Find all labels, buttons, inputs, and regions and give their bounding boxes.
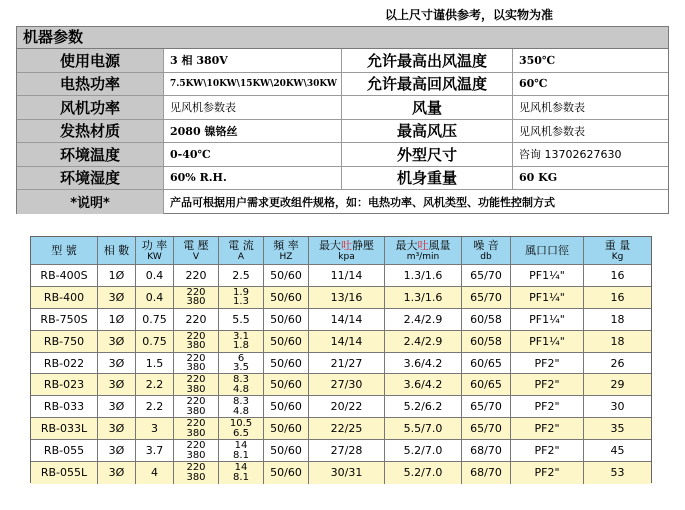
header-unit: A [237,251,245,262]
cell-current [219,374,264,395]
param-value: 0-40℃ [164,143,342,166]
cell-current [219,418,264,439]
cell-noise: 68/70 [462,440,511,461]
cell-voltage [174,396,219,417]
header-title [319,240,374,252]
param-remark-row [17,190,668,214]
cell-current-line: 1.3 [233,296,249,308]
param-label: 发热材质 [17,120,164,143]
header-title: 功 率 [141,238,168,252]
spec-row [31,374,651,396]
header-weight [584,237,651,264]
header-title-red: 吐 [341,238,352,252]
cell-weight: 26 [610,356,625,370]
cell-weight: 30 [610,400,625,414]
cell-pressure: 13/16 [309,287,385,308]
cell-current-line: 6.5 [233,427,249,439]
param-row [17,143,668,167]
header-unit: V [192,251,200,262]
cell-model: RB-750 [31,331,98,352]
param-value: 咨询 13702627630 [519,148,622,162]
cell-current-line: 5.5 [232,312,250,326]
spec-row [31,462,651,484]
header-unit: HZ [279,251,293,262]
cell-phase: 1Ø [98,265,136,286]
header-title-part: 静壓 [352,238,374,252]
header-title [396,240,451,252]
header-title: 頻 率 [273,238,299,252]
spec-row [31,265,651,287]
header-model [31,237,98,264]
header-title: 相 數 [103,243,130,257]
cell-power: 2.2 [136,374,174,395]
cell-phase: 1Ø [98,309,136,330]
spec-row [31,331,651,353]
cell-airflow: 5.2/7.0 [385,440,462,461]
cell-port-size: PF2" [511,462,584,484]
cell-current-line: 2.5 [232,268,250,282]
cell-power: 0.75 [136,309,174,330]
cell-noise: 60/65 [462,353,511,374]
cell-frequency: 50/60 [264,353,309,374]
cell-voltage-line: 220 [186,374,206,386]
cell-port-size: PF2" [511,440,584,461]
cell-current [219,331,264,352]
cell-weight: 16 [610,290,625,304]
cell-frequency: 50/60 [264,374,309,395]
cell-current-line: 10.5 [229,418,253,430]
header-unit: m³/min [406,251,440,262]
cell-voltage-line: 380 [186,405,206,417]
parameters-title: 机器参数 [17,27,668,49]
cell-pressure: 11/14 [309,265,385,286]
cell-port-size: PF2" [511,353,584,374]
cell-model: RB-750S [31,309,98,330]
cell-voltage-line: 220 [186,330,206,342]
cell-noise: 65/70 [462,287,511,308]
param-value: 见风机参数表 [519,101,585,115]
header-voltage [174,237,219,264]
cell-voltage-line: 380 [186,449,206,461]
cell-phase: 3Ø [98,462,136,484]
cell-voltage [174,418,219,439]
spec-row [31,396,651,418]
header-phase [98,237,136,264]
cell-frequency: 50/60 [264,396,309,417]
cell-current-line: 14 [234,462,248,474]
cell-airflow: 5.5/7.0 [385,418,462,439]
param-row [17,49,668,73]
cell-airflow: 3.6/4.2 [385,374,462,395]
cell-pressure: 27/30 [309,374,385,395]
cell-voltage-line: 220 [186,286,206,298]
cell-frequency: 50/60 [264,287,309,308]
cell-voltage-line: 220 [185,268,207,282]
header-title: 風口口徑 [525,243,569,257]
cell-noise: 65/70 [462,265,511,286]
cell-pressure: 22/25 [309,418,385,439]
cell-current-line: 3.1 [233,330,249,342]
cell-phase: 3Ø [98,374,136,395]
header-title: 噪 音 [473,238,499,252]
cell-current-line: 14 [234,440,248,452]
cell-airflow: 2.4/2.9 [385,309,462,330]
header-unit: Kg [611,251,624,262]
cell-model: RB-055L [31,462,98,484]
spec-header-row [31,237,651,265]
param-label: 使用电源 [17,49,164,72]
cell-port-size: PF1¼" [511,287,584,308]
cell-voltage [174,309,219,330]
cell-current [219,309,264,330]
cell-model: RB-055 [31,440,98,461]
header-power [136,237,174,264]
header-title: 型 號 [51,243,77,257]
cell-noise: 65/70 [462,396,511,417]
header-title-part: 最大 [395,238,418,252]
machine-parameters-table [16,26,669,214]
cell-voltage-line: 380 [186,383,206,395]
cell-airflow: 1.3/1.6 [385,265,462,286]
header-max-airflow [385,237,462,264]
header-port-size [511,237,584,264]
cell-weight: 18 [610,312,625,326]
cell-current-line: 1.9 [233,286,249,298]
cell-current-line: 8.1 [233,471,249,483]
cell-airflow: 5.2/7.0 [385,462,462,484]
param-value: 350℃ [519,53,556,67]
cell-frequency: 50/60 [264,440,309,461]
cell-voltage [174,331,219,352]
cell-voltage [174,287,219,308]
cell-frequency: 50/60 [264,418,309,439]
cell-current-line: 4.8 [233,405,249,417]
param-label: 风机功率 [17,96,164,119]
cell-voltage [174,462,219,484]
cell-phase: 3Ø [98,353,136,374]
cell-current [219,462,264,484]
cell-power: 1.5 [136,353,174,374]
param-label: 最高风压 [342,120,513,143]
cell-weight: 35 [610,422,625,436]
cell-power: 0.75 [136,331,174,352]
reference-note: 以上尺寸谨供参考，以实物为准 [385,8,554,22]
spec-row [31,440,651,462]
header-unit: kpa [338,251,355,262]
cell-port-size: PF2" [511,396,584,417]
cell-weight: 45 [610,444,625,458]
param-label: 电热功率 [17,73,164,96]
cell-frequency: 50/60 [264,331,309,352]
cell-phase: 3Ø [98,440,136,461]
param-row [17,96,668,120]
cell-model: RB-022 [31,353,98,374]
cell-pressure: 27/28 [309,440,385,461]
param-label: 环境温度 [17,143,164,166]
cell-power: 4 [136,462,174,484]
param-value: 见风机参数表 [519,124,585,138]
cell-frequency: 50/60 [264,265,309,286]
model-spec-table [30,236,652,483]
param-label: 外型尺寸 [342,143,513,166]
cell-airflow: 3.6/4.2 [385,353,462,374]
cell-port-size: PF1¼" [511,331,584,352]
cell-current [219,396,264,417]
cell-noise: 60/65 [462,374,511,395]
header-title-red: 吐 [417,238,429,252]
cell-noise: 65/70 [462,418,511,439]
cell-power: 0.4 [136,287,174,308]
cell-current-line: 1.8 [233,340,249,352]
cell-voltage-line: 380 [186,471,206,483]
cell-weight: 29 [610,378,625,392]
param-label: 风量 [342,96,513,119]
header-title-part: 風量 [428,238,451,252]
cell-pressure: 30/31 [309,462,385,484]
param-row [17,120,668,144]
cell-noise: 60/58 [462,331,511,352]
cell-model: RB-400 [31,287,98,308]
cell-model: RB-023 [31,374,98,395]
cell-voltage [174,265,219,286]
cell-airflow: 2.4/2.9 [385,331,462,352]
cell-voltage-line: 380 [186,296,206,308]
cell-port-size: PF1¼" [511,309,584,330]
header-title-part: 最大 [319,238,341,252]
cell-voltage-line: 220 [186,352,206,364]
param-value: 60 KG [519,171,558,185]
cell-power: 0.4 [136,265,174,286]
cell-voltage-line: 380 [186,362,206,373]
cell-voltage [174,374,219,395]
cell-current-line: 3.5 [233,362,249,373]
spec-row [31,353,651,375]
cell-current [219,440,264,461]
cell-power: 2.2 [136,396,174,417]
cell-current-line: 8.1 [233,449,249,461]
param-row [17,73,668,97]
cell-voltage-line: 380 [186,427,206,439]
param-value: 60% R.H. [164,167,342,190]
cell-voltage-line: 380 [186,340,206,352]
header-frequency [264,237,309,264]
spec-row [31,418,651,440]
cell-phase: 3Ø [98,331,136,352]
cell-current [219,287,264,308]
cell-model: RB-033L [31,418,98,439]
cell-power: 3 [136,418,174,439]
param-value: 3 相 380V [164,49,342,72]
header-noise [462,237,511,264]
cell-airflow: 1.3/1.6 [385,287,462,308]
cell-model: RB-400S [31,265,98,286]
param-row [17,167,668,191]
cell-voltage-line: 220 [186,462,206,474]
cell-noise: 60/58 [462,309,511,330]
header-unit: KW [147,251,162,262]
param-label: 允许最高出风温度 [342,49,513,72]
cell-frequency: 50/60 [264,462,309,484]
cell-weight: 53 [610,466,625,480]
header-title: 電 壓 [183,238,209,252]
param-value: 2080 镍铬丝 [164,120,342,143]
cell-voltage-line: 220 [186,440,206,452]
param-value: 7.5KW\10KW\15KW\20KW\30KW [164,73,342,96]
cell-noise: 68/70 [462,462,511,484]
cell-voltage [174,353,219,374]
cell-model: RB-033 [31,396,98,417]
cell-pressure: 14/14 [309,309,385,330]
cell-weight: 16 [610,268,625,282]
spec-row [31,287,651,309]
cell-frequency: 50/60 [264,309,309,330]
cell-current-line: 8.3 [233,374,249,386]
cell-voltage-line: 220 [185,312,207,326]
cell-voltage-line: 220 [186,418,206,430]
cell-phase: 3Ø [98,396,136,417]
cell-current-line: 8.3 [233,396,249,408]
cell-voltage [174,440,219,461]
cell-pressure: 20/22 [309,396,385,417]
cell-port-size: PF2" [511,374,584,395]
cell-current-line: 6 [237,352,245,364]
header-current [219,237,264,264]
cell-voltage-line: 220 [186,396,206,408]
param-label: 允许最高回风温度 [342,73,513,96]
cell-phase: 3Ø [98,287,136,308]
cell-port-size: PF1¼" [511,265,584,286]
param-label: 机身重量 [342,167,513,190]
param-label: 环境湿度 [17,167,164,190]
header-max-pressure [309,237,385,264]
cell-airflow: 5.2/6.2 [385,396,462,417]
param-value: 见风机参数表 [164,96,342,119]
header-title: 電 流 [228,238,254,252]
cell-current-line: 4.8 [233,383,249,395]
cell-current [219,353,264,374]
cell-pressure: 21/27 [309,353,385,374]
spec-row [31,309,651,331]
remark-text: 产品可根据用户需求更改组件规格，如：电热功率、风机类型、功能性控制方式 [170,195,555,209]
cell-port-size: PF2" [511,418,584,439]
cell-phase: 3Ø [98,418,136,439]
cell-weight: 18 [610,334,625,348]
header-unit: db [480,251,492,262]
param-value: 60℃ [519,77,548,91]
header-title: 重 量 [604,238,631,252]
cell-pressure: 14/14 [309,331,385,352]
cell-current [219,265,264,286]
cell-power: 3.7 [136,440,174,461]
remark-label: *说明* [17,190,164,214]
